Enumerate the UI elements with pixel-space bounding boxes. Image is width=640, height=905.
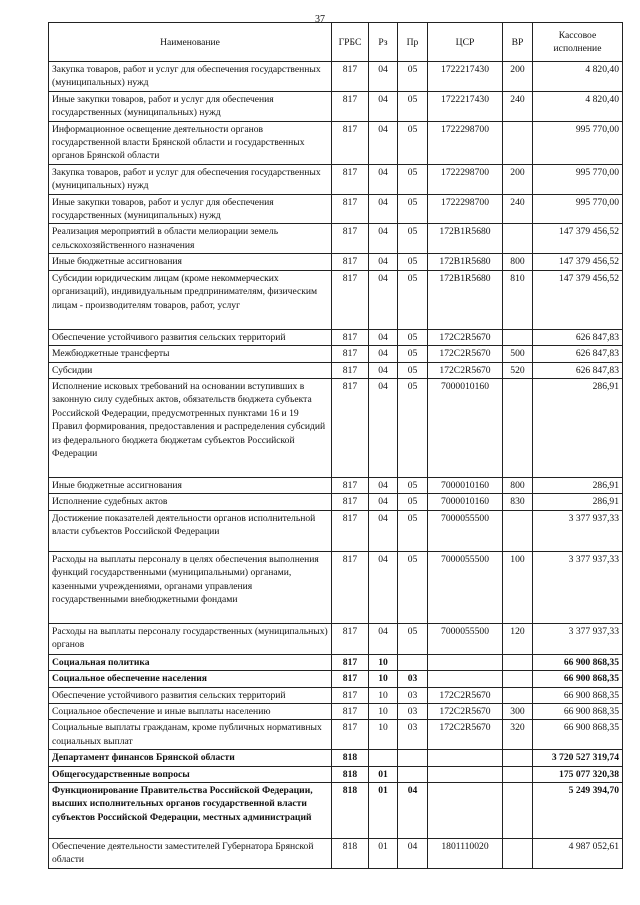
row-amount: 147 379 456,52 bbox=[533, 254, 623, 270]
row-grbs: 817 bbox=[332, 121, 369, 164]
row-amount: 147 379 456,52 bbox=[533, 270, 623, 329]
row-pr: 03 bbox=[398, 671, 428, 687]
row-grbs: 817 bbox=[332, 510, 369, 551]
row-pr bbox=[398, 654, 428, 670]
row-rz: 04 bbox=[369, 194, 398, 224]
row-rz: 04 bbox=[369, 378, 398, 477]
row-grbs: 817 bbox=[332, 623, 369, 654]
row-pr: 05 bbox=[398, 494, 428, 510]
row-grbs: 817 bbox=[332, 270, 369, 329]
row-name: Социальное обеспечение и иные выплаты населению bbox=[49, 703, 332, 719]
row-name: Обеспечение деятельности заместителей Губернатора Брянской области bbox=[49, 838, 332, 868]
row-name: Департамент финансов Брянской области bbox=[49, 750, 332, 766]
row-csr: 1722298700 bbox=[428, 121, 503, 164]
row-name: Закупка товаров, работ и услуг для обеспечения государственных (муниципальных) нужд bbox=[49, 164, 332, 194]
table-row bbox=[49, 750, 623, 766]
row-csr: 1722217430 bbox=[428, 91, 503, 121]
row-pr: 05 bbox=[398, 362, 428, 378]
row-grbs: 817 bbox=[332, 164, 369, 194]
row-grbs: 817 bbox=[332, 687, 369, 703]
row-vr: 200 bbox=[503, 62, 533, 92]
row-rz: 04 bbox=[369, 91, 398, 121]
row-amount: 626 847,83 bbox=[533, 329, 623, 345]
row-grbs: 817 bbox=[332, 224, 369, 254]
row-grbs: 817 bbox=[332, 254, 369, 270]
table-row bbox=[49, 329, 623, 345]
table-row bbox=[49, 164, 623, 194]
row-vr: 520 bbox=[503, 362, 533, 378]
table-header-row bbox=[49, 23, 623, 62]
row-vr bbox=[503, 510, 533, 551]
row-rz: 04 bbox=[369, 623, 398, 654]
row-csr: 172B1R5680 bbox=[428, 270, 503, 329]
row-pr: 05 bbox=[398, 121, 428, 164]
row-name: Субсидии bbox=[49, 362, 332, 378]
table-row bbox=[49, 703, 623, 719]
row-csr bbox=[428, 750, 503, 766]
row-vr: 800 bbox=[503, 254, 533, 270]
row-csr bbox=[428, 782, 503, 838]
header-rz: Рз bbox=[369, 23, 398, 62]
row-name: Расходы на выплаты персоналу в целях обеспечения выполнения функций государственными (муниципальными) органами, казенными учреждениями, органами управления государственными внебюджетными фондами bbox=[49, 551, 332, 623]
row-rz: 04 bbox=[369, 551, 398, 623]
table-row bbox=[49, 477, 623, 493]
row-rz: 04 bbox=[369, 477, 398, 493]
row-name: Иные закупки товаров, работ и услуг для обеспечения государственных (муниципальных) нужд bbox=[49, 194, 332, 224]
row-amount: 66 900 868,35 bbox=[533, 720, 623, 750]
row-name: Реализация мероприятий в области мелиорации земель сельскохозяйственного назначения bbox=[49, 224, 332, 254]
row-pr: 05 bbox=[398, 254, 428, 270]
row-name: Иные бюджетные ассигнования bbox=[49, 477, 332, 493]
table-row bbox=[49, 720, 623, 750]
row-grbs: 817 bbox=[332, 551, 369, 623]
row-rz: 01 bbox=[369, 766, 398, 782]
row-csr: 172B1R5680 bbox=[428, 254, 503, 270]
row-grbs: 817 bbox=[332, 654, 369, 670]
row-vr: 810 bbox=[503, 270, 533, 329]
page-number: 37 bbox=[315, 14, 325, 25]
row-vr: 300 bbox=[503, 703, 533, 719]
row-csr bbox=[428, 671, 503, 687]
row-vr bbox=[503, 671, 533, 687]
row-rz: 10 bbox=[369, 703, 398, 719]
row-name: Функционирование Правительства Российской Федерации, высших исполнительных органов государственной власти субъектов Российской Федерации, местных администраций bbox=[49, 782, 332, 838]
row-pr: 05 bbox=[398, 346, 428, 362]
row-amount: 626 847,83 bbox=[533, 346, 623, 362]
row-vr: 830 bbox=[503, 494, 533, 510]
row-csr: 7000010160 bbox=[428, 378, 503, 477]
row-vr: 320 bbox=[503, 720, 533, 750]
row-amount: 3 377 937,33 bbox=[533, 623, 623, 654]
row-rz: 10 bbox=[369, 671, 398, 687]
row-vr bbox=[503, 121, 533, 164]
row-pr: 04 bbox=[398, 782, 428, 838]
row-amount: 66 900 868,35 bbox=[533, 703, 623, 719]
row-amount: 4 820,40 bbox=[533, 91, 623, 121]
row-grbs: 817 bbox=[332, 91, 369, 121]
row-rz: 10 bbox=[369, 654, 398, 670]
table-row bbox=[49, 121, 623, 164]
row-name: Иные закупки товаров, работ и услуг для обеспечения государственных (муниципальных) нужд bbox=[49, 91, 332, 121]
row-pr: 04 bbox=[398, 838, 428, 868]
row-vr bbox=[503, 687, 533, 703]
row-vr bbox=[503, 654, 533, 670]
row-amount: 3 377 937,33 bbox=[533, 551, 623, 623]
table-row bbox=[49, 362, 623, 378]
row-vr: 240 bbox=[503, 91, 533, 121]
row-name: Социальные выплаты гражданам, кроме публичных нормативных социальных выплат bbox=[49, 720, 332, 750]
row-pr: 05 bbox=[398, 270, 428, 329]
row-rz: 04 bbox=[369, 224, 398, 254]
header-amount: Кассовое исполнение bbox=[533, 23, 623, 62]
row-vr bbox=[503, 766, 533, 782]
row-rz: 04 bbox=[369, 494, 398, 510]
table-row bbox=[49, 687, 623, 703]
row-grbs: 818 bbox=[332, 750, 369, 766]
row-rz bbox=[369, 750, 398, 766]
row-amount: 995 770,00 bbox=[533, 164, 623, 194]
row-vr: 800 bbox=[503, 477, 533, 493]
row-pr bbox=[398, 766, 428, 782]
row-rz: 04 bbox=[369, 254, 398, 270]
row-pr: 05 bbox=[398, 164, 428, 194]
table-row bbox=[49, 551, 623, 623]
row-name: Обеспечение устойчивого развития сельских территорий bbox=[49, 687, 332, 703]
row-rz: 04 bbox=[369, 62, 398, 92]
table-row bbox=[49, 378, 623, 477]
row-amount: 3 720 527 319,74 bbox=[533, 750, 623, 766]
row-vr: 500 bbox=[503, 346, 533, 362]
row-pr: 05 bbox=[398, 477, 428, 493]
row-pr: 05 bbox=[398, 194, 428, 224]
row-name: Иные бюджетные ассигнования bbox=[49, 254, 332, 270]
header-csr: ЦСР bbox=[428, 23, 503, 62]
row-name: Закупка товаров, работ и услуг для обеспечения государственных (муниципальных) нужд bbox=[49, 62, 332, 92]
row-csr: 172C2R5670 bbox=[428, 362, 503, 378]
row-rz: 04 bbox=[369, 164, 398, 194]
row-csr: 1801110020 bbox=[428, 838, 503, 868]
row-amount: 3 377 937,33 bbox=[533, 510, 623, 551]
row-amount: 995 770,00 bbox=[533, 121, 623, 164]
row-vr: 200 bbox=[503, 164, 533, 194]
row-vr bbox=[503, 378, 533, 477]
row-amount: 66 900 868,35 bbox=[533, 654, 623, 670]
row-csr: 1722298700 bbox=[428, 164, 503, 194]
table-row bbox=[49, 510, 623, 551]
row-amount: 66 900 868,35 bbox=[533, 687, 623, 703]
table-row bbox=[49, 494, 623, 510]
table-row bbox=[49, 623, 623, 654]
row-grbs: 817 bbox=[332, 378, 369, 477]
table-row bbox=[49, 671, 623, 687]
row-vr bbox=[503, 838, 533, 868]
row-vr: 240 bbox=[503, 194, 533, 224]
row-amount: 286,91 bbox=[533, 378, 623, 477]
row-pr: 05 bbox=[398, 224, 428, 254]
row-grbs: 817 bbox=[332, 362, 369, 378]
row-csr: 7000055500 bbox=[428, 551, 503, 623]
row-vr bbox=[503, 750, 533, 766]
row-csr: 1722298700 bbox=[428, 194, 503, 224]
header-name: Наименование bbox=[49, 23, 332, 62]
row-csr: 172B1R5680 bbox=[428, 224, 503, 254]
row-name: Расходы на выплаты персоналу государственных (муниципальных) органов bbox=[49, 623, 332, 654]
row-grbs: 817 bbox=[332, 494, 369, 510]
row-name: Социальная политика bbox=[49, 654, 332, 670]
table-row bbox=[49, 91, 623, 121]
row-name: Межбюджетные трансферты bbox=[49, 346, 332, 362]
row-vr: 100 bbox=[503, 551, 533, 623]
row-amount: 4 820,40 bbox=[533, 62, 623, 92]
row-name: Социальное обеспечение населения bbox=[49, 671, 332, 687]
row-amount: 5 249 394,70 bbox=[533, 782, 623, 838]
row-name: Обеспечение устойчивого развития сельских территорий bbox=[49, 329, 332, 345]
row-name: Исполнение исковых требований на основании вступивших в законную силу судебных актов, обязательств бюджета субъекта Российской Федерации, предусмотренных пунктами 16 и 19 Правил формирования, предоставления и распределения субсидий из федерального бюджета бюджетам субъектов Российской Федерации bbox=[49, 378, 332, 477]
header-vr: ВР bbox=[503, 23, 533, 62]
row-rz: 01 bbox=[369, 838, 398, 868]
row-csr: 172C2R5670 bbox=[428, 687, 503, 703]
row-csr: 172C2R5670 bbox=[428, 720, 503, 750]
row-rz: 10 bbox=[369, 720, 398, 750]
row-amount: 66 900 868,35 bbox=[533, 671, 623, 687]
row-csr: 1722217430 bbox=[428, 62, 503, 92]
row-csr bbox=[428, 766, 503, 782]
row-csr: 7000055500 bbox=[428, 623, 503, 654]
table-row bbox=[49, 654, 623, 670]
row-pr: 05 bbox=[398, 62, 428, 92]
row-name: Общегосударственные вопросы bbox=[49, 766, 332, 782]
row-pr: 03 bbox=[398, 720, 428, 750]
row-grbs: 817 bbox=[332, 720, 369, 750]
table-row bbox=[49, 766, 623, 782]
row-vr: 120 bbox=[503, 623, 533, 654]
table-row bbox=[49, 838, 623, 868]
row-grbs: 817 bbox=[332, 329, 369, 345]
table-row bbox=[49, 254, 623, 270]
row-pr: 05 bbox=[398, 551, 428, 623]
row-vr bbox=[503, 329, 533, 345]
budget-execution-table bbox=[48, 22, 623, 869]
table-row bbox=[49, 62, 623, 92]
row-grbs: 817 bbox=[332, 671, 369, 687]
row-pr: 05 bbox=[398, 378, 428, 477]
row-name: Исполнение судебных актов bbox=[49, 494, 332, 510]
table-row bbox=[49, 782, 623, 838]
row-amount: 175 077 320,38 bbox=[533, 766, 623, 782]
row-pr: 05 bbox=[398, 623, 428, 654]
row-vr bbox=[503, 782, 533, 838]
row-amount: 995 770,00 bbox=[533, 194, 623, 224]
row-grbs: 817 bbox=[332, 703, 369, 719]
row-name: Информационное освещение деятельности органов государственной власти Брянской области и государственных органов Брянской области bbox=[49, 121, 332, 164]
row-pr: 05 bbox=[398, 510, 428, 551]
row-pr: 03 bbox=[398, 703, 428, 719]
row-csr: 7000010160 bbox=[428, 477, 503, 493]
row-rz: 04 bbox=[369, 270, 398, 329]
row-amount: 286,91 bbox=[533, 477, 623, 493]
table-row bbox=[49, 224, 623, 254]
row-grbs: 817 bbox=[332, 62, 369, 92]
row-csr: 7000055500 bbox=[428, 510, 503, 551]
row-grbs: 818 bbox=[332, 766, 369, 782]
table-row bbox=[49, 346, 623, 362]
row-pr: 05 bbox=[398, 91, 428, 121]
row-rz: 04 bbox=[369, 510, 398, 551]
row-name: Субсидии юридическим лицам (кроме некоммерческих организаций), индивидуальным предпринимателям, физическим лицам - производителям товаров, работ, услуг bbox=[49, 270, 332, 329]
row-pr bbox=[398, 750, 428, 766]
row-amount: 286,91 bbox=[533, 494, 623, 510]
table-row bbox=[49, 194, 623, 224]
row-vr bbox=[503, 224, 533, 254]
row-rz: 04 bbox=[369, 362, 398, 378]
row-rz: 04 bbox=[369, 346, 398, 362]
row-amount: 147 379 456,52 bbox=[533, 224, 623, 254]
row-csr: 7000010160 bbox=[428, 494, 503, 510]
row-grbs: 818 bbox=[332, 838, 369, 868]
row-csr: 172C2R5670 bbox=[428, 703, 503, 719]
row-grbs: 817 bbox=[332, 194, 369, 224]
header-grbs: ГРБС bbox=[332, 23, 369, 62]
row-name: Достижение показателей деятельности органов исполнительной власти субъектов Российской Федерации bbox=[49, 510, 332, 551]
row-rz: 10 bbox=[369, 687, 398, 703]
header-pr: Пр bbox=[398, 23, 428, 62]
row-csr: 172C2R5670 bbox=[428, 329, 503, 345]
row-amount: 4 987 052,61 bbox=[533, 838, 623, 868]
row-rz: 01 bbox=[369, 782, 398, 838]
row-rz: 04 bbox=[369, 329, 398, 345]
row-csr: 172C2R5670 bbox=[428, 346, 503, 362]
row-grbs: 817 bbox=[332, 346, 369, 362]
row-pr: 03 bbox=[398, 687, 428, 703]
row-pr: 05 bbox=[398, 329, 428, 345]
table-row bbox=[49, 270, 623, 329]
row-grbs: 818 bbox=[332, 782, 369, 838]
row-csr bbox=[428, 654, 503, 670]
row-grbs: 817 bbox=[332, 477, 369, 493]
row-amount: 626 847,83 bbox=[533, 362, 623, 378]
row-rz: 04 bbox=[369, 121, 398, 164]
